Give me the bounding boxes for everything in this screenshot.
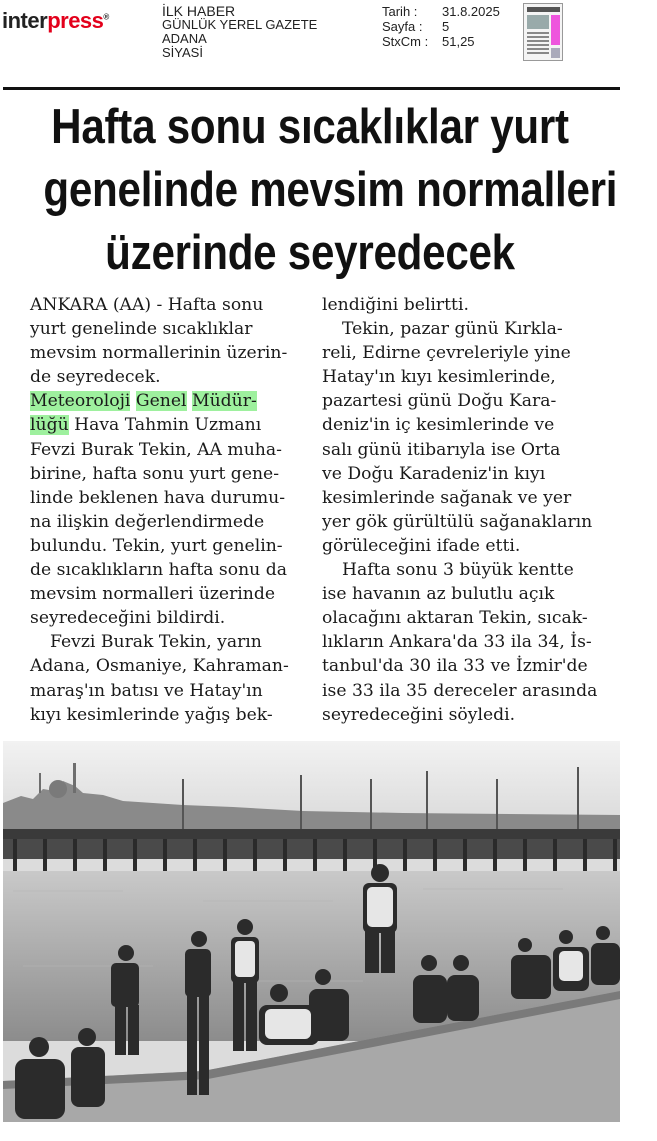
body-text: Hava Tahmin Uzmanı xyxy=(74,415,262,436)
publication-city: ADANA xyxy=(162,31,207,46)
article-photo xyxy=(3,741,620,1122)
body-line: tanbul'da 30 ila 33 ve İzmir'de xyxy=(322,656,588,677)
page-thumbnail[interactable] xyxy=(523,3,563,61)
body-line: pazartesi günü Doğu Kara- xyxy=(322,391,557,412)
body-line: yurt genelinde sıcaklıklar xyxy=(30,319,253,340)
article-column-right xyxy=(322,293,622,727)
body-line: Adana, Osmaniye, Kahraman- xyxy=(30,656,289,677)
article-column-left xyxy=(30,293,330,727)
body-line: yer gök gürültülü sağanakların xyxy=(322,511,593,532)
body-line: deniz'in iç kesimlerinde ve xyxy=(322,415,555,436)
body-line: ANKARA (AA) - Hafta sonu xyxy=(30,295,264,315)
highlight-word: Meteoroloji xyxy=(30,391,131,412)
header-rule xyxy=(3,87,620,90)
headline-line: genelinde mevsim normalleri xyxy=(43,163,618,217)
body-line: seyredeceğini söyledi. xyxy=(322,704,516,725)
body-line: ise 33 ila 35 dereceler arasında xyxy=(322,680,598,701)
body-line: Fevzi Burak Tekin, yarın xyxy=(50,632,262,653)
body-line: de sıcaklıkların hafta sonu da xyxy=(30,560,287,581)
publication-name: İLK HABER xyxy=(162,3,236,19)
meta-key: Sayfa : xyxy=(382,19,423,34)
meta-value: 31.8.2025 xyxy=(442,4,500,19)
meta-size-row xyxy=(382,34,500,49)
logo-part-2: press xyxy=(47,8,104,33)
interpress-logo xyxy=(2,8,109,34)
body-line: Hatay'ın kıyı kesimlerinde, xyxy=(322,367,556,388)
waterfront-photo-illustration xyxy=(3,741,620,1122)
meta-value: 51,25 xyxy=(442,34,475,49)
meta-page-row xyxy=(382,19,500,34)
body-line: kıyı kesimlerinde yağış bek- xyxy=(30,704,273,725)
headline-line: Hafta sonu sıcaklıklar yurt xyxy=(51,100,569,154)
body-line: birine, hafta sonu yurt gene- xyxy=(30,463,280,484)
logo-part-1: inter xyxy=(2,8,48,33)
body-line: Hafta sonu 3 büyük kentte xyxy=(342,560,574,581)
meta-date-row xyxy=(382,4,500,19)
clipping-meta xyxy=(382,4,500,49)
publication-info xyxy=(162,4,317,60)
body-line: salı günü itibarıyla ise Orta xyxy=(322,439,561,460)
body-line: maraş'ın batısı ve Hatay'ın xyxy=(30,680,263,701)
body-line: lendiğini belirtti. xyxy=(322,295,469,315)
body-line-highlighted xyxy=(30,413,330,437)
headline xyxy=(43,96,618,285)
body-line: Fevzi Burak Tekin, AA muha- xyxy=(30,439,282,460)
body-line: mevsim normallerinin üzerin- xyxy=(30,343,288,364)
body-line: reli, Edirne çevreleriyle yine xyxy=(322,343,571,364)
meta-value: 5 xyxy=(442,19,450,34)
highlight-word: Müdür- xyxy=(192,391,257,412)
body-line: kesimlerinde sağanak ve yer xyxy=(322,487,572,508)
body-line: bulundu. Tekin, yurt genelin- xyxy=(30,535,283,556)
body-line: görüleceğini ifade etti. xyxy=(322,535,521,556)
body-line: Tekin, pazar günü Kırkla- xyxy=(342,319,563,340)
body-line: linde beklenen hava durumu- xyxy=(30,487,286,508)
body-line: lıkların Ankara'da 33 ila 34, İs- xyxy=(322,632,592,653)
body-line-highlighted xyxy=(30,389,330,413)
body-line: de seyredecek. xyxy=(30,367,161,388)
logo-registered-mark: ® xyxy=(103,12,109,22)
body-line: ve Doğu Karadeniz'in kıyı xyxy=(322,463,546,484)
publication-section: SİYASİ xyxy=(162,45,203,60)
headline-line: üzerinde seyredecek xyxy=(105,226,515,280)
body-line: seyredeceğini bildirdi. xyxy=(30,608,226,629)
body-line: ise havanın az bulutlu açık xyxy=(322,584,555,605)
body-line: na ilişkin değerlendirmede xyxy=(30,511,265,532)
meta-key: Tarih : xyxy=(382,4,418,19)
body-line: olacağını aktaran Tekin, sıcak- xyxy=(322,608,588,629)
body-line: mevsim normalleri üzerinde xyxy=(30,584,276,605)
publication-type: GÜNLÜK YEREL GAZETE xyxy=(162,17,318,32)
highlight-word: Genel xyxy=(135,391,187,412)
meta-key: StxCm : xyxy=(382,34,429,49)
highlight-word: lüğü xyxy=(30,415,69,436)
